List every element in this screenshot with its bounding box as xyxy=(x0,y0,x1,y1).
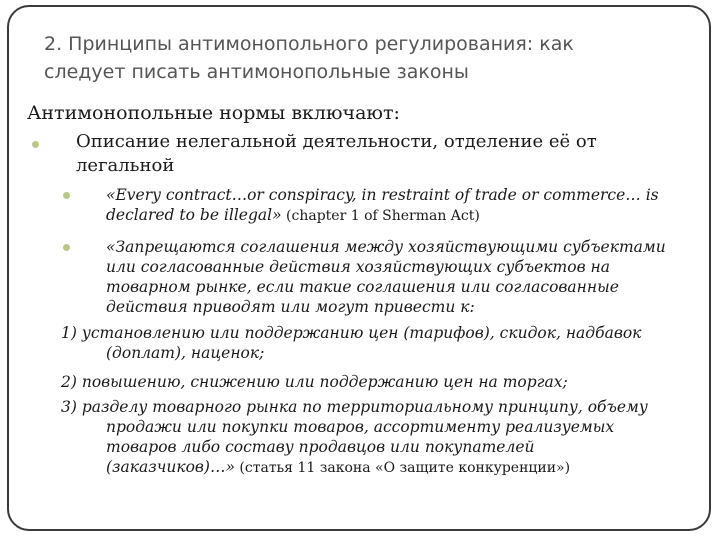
quote-line: товарном рынке, если такие соглашения или согласованные xyxy=(106,278,619,296)
bullet-icon xyxy=(63,244,70,251)
point-illegal-activity xyxy=(76,130,686,178)
item-italic: (заказчиков)…» xyxy=(106,458,235,476)
title-line-1: 2. Принципы антимонопольного регулирования: как xyxy=(44,33,574,55)
title-line-2: следует писать антимонопольные законы xyxy=(44,61,469,83)
quote-line: «Запрещаются соглашения между хозяйствующими субъектами xyxy=(106,238,666,256)
quote-line: действия приводят или могут привести к: xyxy=(106,298,475,316)
slide-title xyxy=(44,30,664,86)
intro-heading: Антимонопольные нормы включают: xyxy=(27,102,400,124)
quote-line-2 xyxy=(106,205,706,226)
item-line xyxy=(61,457,701,478)
list-item-1 xyxy=(61,323,701,363)
item-line: продажи или покупки товаров, ассортименту реализуемых xyxy=(106,418,615,436)
point-line-2: легальной xyxy=(76,155,175,176)
list-item-3 xyxy=(61,397,701,478)
quote-competition-law xyxy=(106,237,706,317)
quote-reference: (chapter 1 of Sherman Act) xyxy=(281,208,480,224)
bullet-icon xyxy=(32,141,39,148)
quote-line-1: «Every contract…or conspiracy, in restraint of trade or commerce… is xyxy=(106,186,659,204)
item-reference: (статья 11 закона «О защите конкуренции») xyxy=(234,460,571,476)
point-line-1: Описание нелегальной деятельности, отделение её от xyxy=(76,131,597,152)
item-line: (доплат), наценок; xyxy=(106,344,265,362)
item-line: товаров либо составу продавцов или покупателей xyxy=(106,438,535,456)
item-line: 1) установлению или поддержанию цен (тарифов), скидок, надбавок xyxy=(61,324,642,342)
item-line: 3) разделу товарного рынка по территориальному принципу, объему xyxy=(61,398,648,416)
quote-sherman-act xyxy=(106,185,706,226)
list-item-2 xyxy=(61,372,701,392)
bullet-icon xyxy=(63,192,70,199)
item-line: 2) повышению, снижению или поддержанию цен на торгах; xyxy=(61,373,568,391)
quote-line: или согласованные действия хозяйствующих субъектов на xyxy=(106,258,610,276)
quote-italic: declared to be illegal» xyxy=(106,206,282,224)
